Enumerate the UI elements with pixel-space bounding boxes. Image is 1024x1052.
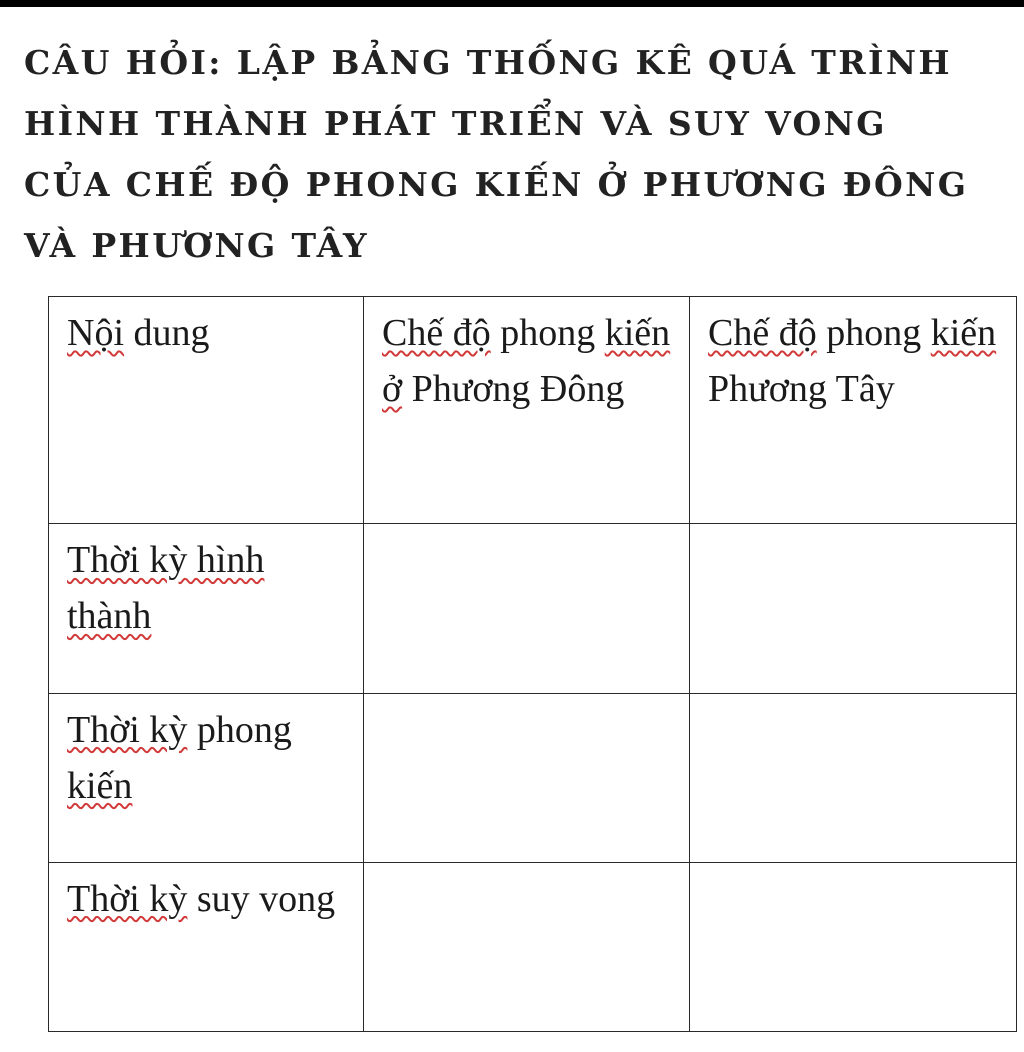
header-text: Phương Đông [402, 368, 625, 410]
row-label-decline[interactable] [49, 862, 364, 1031]
table-cell[interactable] [364, 693, 690, 862]
header-cell-east[interactable] [364, 297, 690, 524]
table-cell[interactable] [690, 862, 1017, 1031]
spellcheck-word: Nội [67, 312, 124, 354]
table-cell[interactable] [364, 862, 690, 1031]
spellcheck-word: Thời kỳ hình thành [67, 539, 265, 638]
spellcheck-word: Chế độ [708, 312, 817, 354]
spellcheck-word: Chế độ [382, 312, 491, 354]
row-label-formation[interactable] [49, 524, 364, 693]
spellcheck-word: kiến [67, 764, 133, 807]
header-text: Phương Tây [708, 368, 895, 410]
spellcheck-word: kiến [930, 312, 997, 354]
table-row [49, 524, 1017, 693]
header-text: phong [816, 312, 931, 354]
spellcheck-word: Thời kỳ [67, 708, 188, 751]
table-cell[interactable] [690, 524, 1017, 693]
question-heading: CÂU HỎI: LẬP BẢNG THỐNG KÊ QUÁ TRÌNH HÌNH THÀNH PHÁT TRIỂN VÀ SUY VONG CỦA CHẾ ĐỘ PHONG KIẾN Ở PHƯƠNG ĐÔNG VÀ PHƯƠNG TÂY [24, 43, 969, 265]
row-text: suy vong [187, 877, 336, 920]
header-text: phong [490, 312, 605, 354]
spellcheck-word: kiến ở [382, 312, 671, 410]
header-cell-west[interactable] [690, 297, 1017, 524]
table-row [49, 693, 1017, 862]
table-cell[interactable] [690, 693, 1017, 862]
row-label-feudal[interactable] [49, 693, 364, 862]
table-header-row [49, 297, 1017, 524]
table-cell[interactable] [364, 524, 690, 693]
spellcheck-word: Thời kỳ [67, 877, 188, 920]
row-text: phong [187, 708, 292, 751]
top-border-bar [0, 0, 1024, 7]
statistics-table [48, 296, 1017, 1032]
header-cell-content[interactable] [49, 297, 364, 524]
table-row [49, 862, 1017, 1031]
header-text: dung [124, 312, 210, 354]
